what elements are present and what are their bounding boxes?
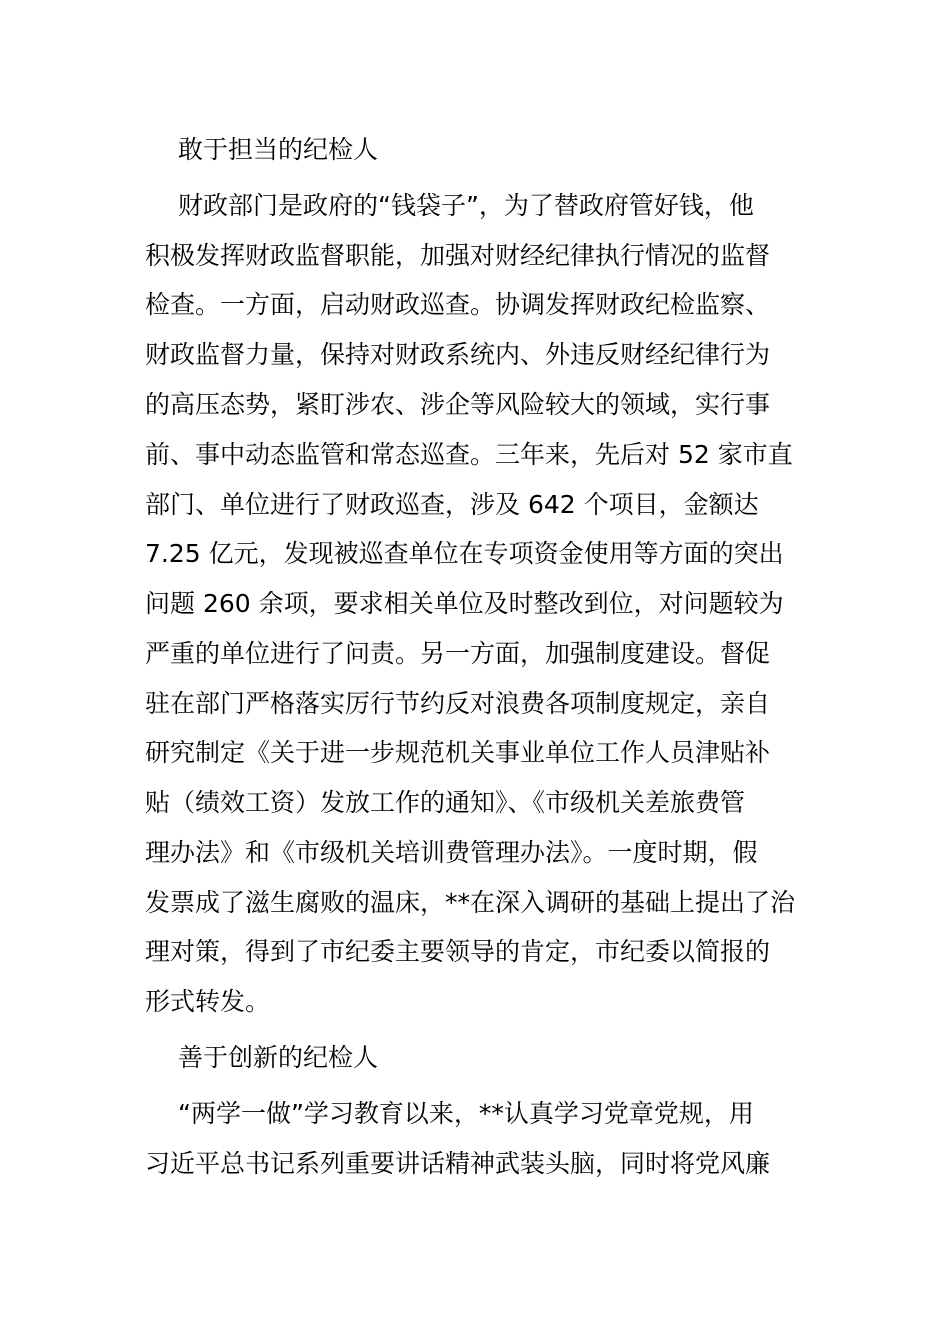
paragraph-line: 问题 260 余项，要求相关单位及时整改到位，对问题较为 (145, 589, 784, 618)
paragraph-line: 积极发挥财政监督职能，加强对财经纪律执行情况的监督 (145, 241, 771, 270)
paragraph-line: 习近平总书记系列重要讲话精神武装头脑，同时将党风廉 (145, 1149, 771, 1178)
paragraph-line: 部门、单位进行了财政巡查，涉及 642 个项目，金额达 (145, 490, 759, 519)
paragraph-line: 理对策，得到了市纪委主要领导的肯定，市纪委以简报的 (145, 937, 771, 966)
paragraph-line: 研究制定《关于进一步规范机关事业单位工作人员津贴补 (145, 738, 771, 767)
paragraph-line: 财政部门是政府的“钱袋子”，为了替政府管好钱，他 (178, 191, 754, 220)
paragraph-line: 贴（绩效工资）发放工作的通知》、《市级机关差旅费管 (145, 788, 746, 817)
paragraph-line: 7.25 亿元，发现被巡查单位在专项资金使用等方面的突出 (145, 539, 784, 568)
paragraph-line: “两学一做”学习教育以来，**认真学习党章党规，用 (178, 1099, 754, 1128)
section-heading-1: 敢于担当的纪检人 (178, 135, 379, 164)
paragraph-line: 的高压态势，紧盯涉农、涉企等风险较大的领域，实行事 (145, 390, 771, 419)
paragraph-line: 检查。一方面，启动财政巡查。协调发挥财政纪检监察、 (145, 290, 771, 319)
paragraph-line: 驻在部门严格落实厉行节约反对浪费各项制度规定，亲自 (145, 689, 771, 718)
paragraph-line: 前、事中动态监管和常态巡查。三年来，先后对 52 家市直 (145, 440, 793, 469)
paragraph-line: 理办法》和《市级机关培训费管理办法》。一度时期，假 (145, 838, 758, 867)
section-heading-2: 善于创新的纪检人 (178, 1043, 379, 1072)
paragraph-line: 严重的单位进行了问责。另一方面，加强制度建设。督促 (145, 639, 771, 668)
paragraph-line: 发票成了滋生腐败的温床，**在深入调研的基础上提出了治 (145, 888, 796, 917)
paragraph-line: 形式转发。 (145, 987, 271, 1016)
paragraph-line: 财政监督力量，保持对财政系统内、外违反财经纪律行为 (145, 340, 771, 369)
